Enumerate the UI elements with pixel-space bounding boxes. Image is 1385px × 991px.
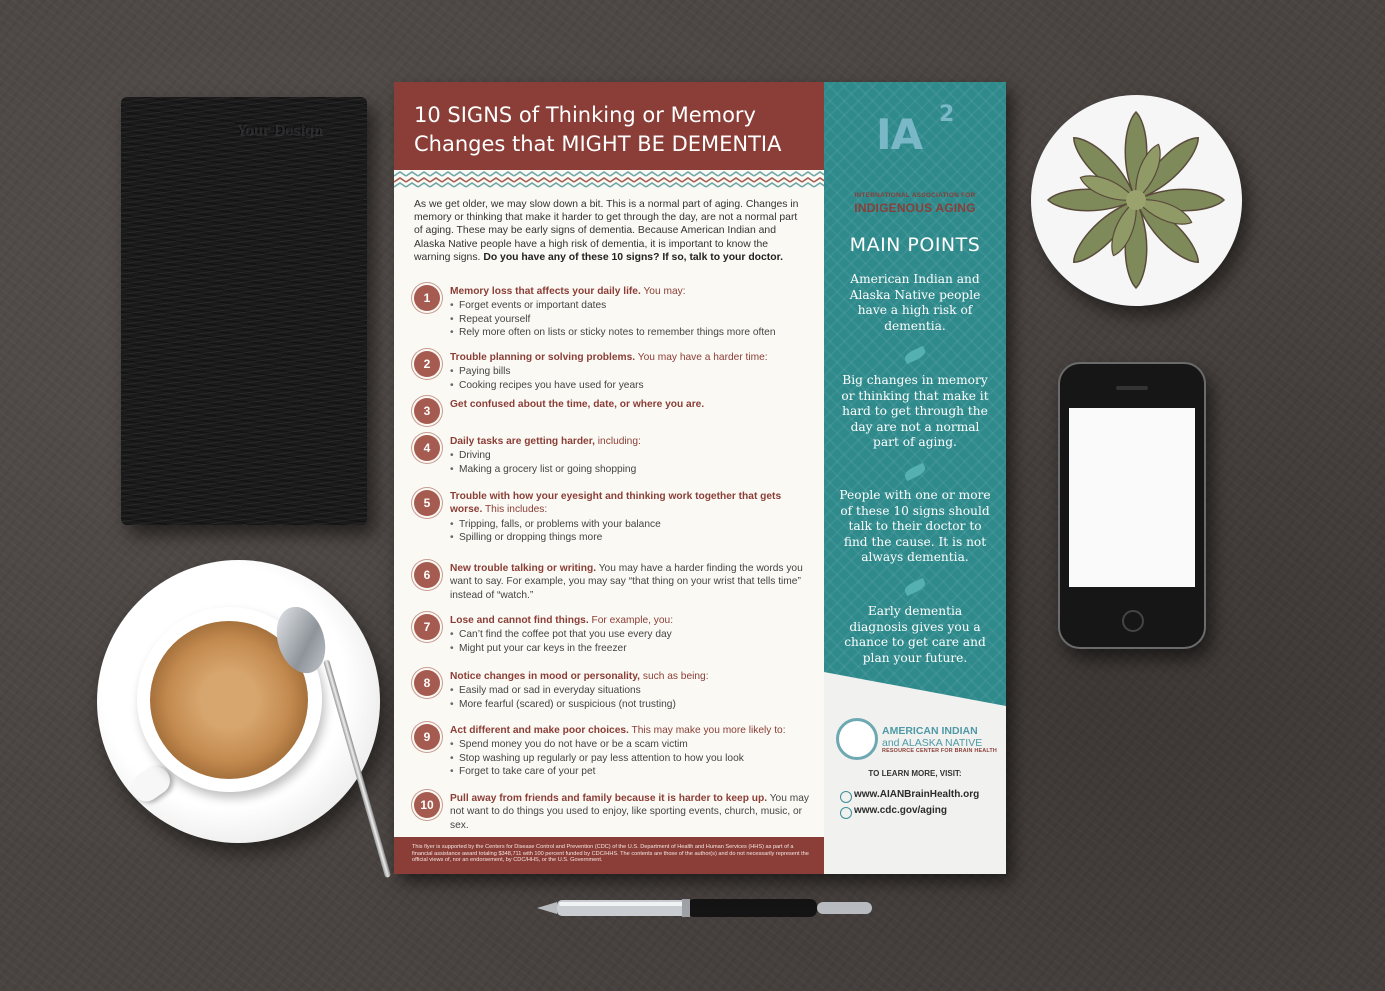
sign-text [450,285,810,340]
main-point-4: Early dementia diagnosis gives you a chance to get care and plan your future. [844,604,986,665]
main-points-heading: MAIN POINTS [849,234,981,256]
flyer-title [414,101,814,159]
sign-number-badge: 5 [414,490,440,516]
learn-more-label: TO LEARN MORE, VISIT: [868,769,962,778]
sign-text [450,792,810,832]
sign-bullet-list [450,299,810,339]
sign-heading: Get confused about the time, date, or where you are. [450,399,705,410]
ia2-logo-superscript: 2 [939,102,955,127]
sign-text [450,398,810,411]
sign-bullet-list [450,684,810,711]
sign-bullet-list [450,365,810,392]
sign-text [450,490,810,545]
title-banner [394,82,824,170]
sign-bullet: • Making a grocery list or going shopping [450,463,810,476]
brain-health-logo-icon [836,718,878,760]
feather-icon [903,346,927,364]
sign-text [450,614,810,655]
sign-bullet: • Paying bills [450,365,810,378]
sign-bullet: • Driving [450,449,810,462]
main-point-3: People with one or more of these 10 signs should talk to their doctor to find the cause. It is not always dementia. [839,488,991,565]
sign-bullet: • Repeat yourself [450,313,810,326]
sign-bullet: • Spend money you do not have or be a scam victim [450,738,810,751]
dementia-flyer [394,82,1006,874]
sign-description: You may not want to do things you used to enjoy, like sporting events, church, music, or sex. [450,793,809,831]
sign-bullet-list [450,738,810,778]
sign-number-badge: 3 [414,398,440,424]
sign-bullet: • Cooking recipes you have used for years [450,379,810,392]
black-notebook [121,97,367,525]
sign-lead-in: You may have a harder time: [637,352,768,363]
sign-number-badge: 4 [414,435,440,461]
globe-icon [840,791,852,803]
intro-call-to-action: Do you have any of these 10 signs? If so, talk to your doctor. [483,251,783,263]
resource-center-name-3: RESOURCE CENTER FOR BRAIN HEALTH [882,748,998,754]
sign-lead-in: This includes: [484,504,548,516]
sign-heading: Lose and cannot find things. [450,615,589,626]
sign-number-badge: 9 [414,724,440,750]
feather-icon [903,578,927,596]
sign-bullet: • Tripping, falls, or problems with your balance [450,518,810,531]
sign-heading: Act different and make poor choices. [450,725,629,736]
intro-paragraph [414,198,804,264]
notebook-emboss-text: Your Design [237,123,323,139]
main-points-sidebar [824,82,1006,874]
main-point-2: Big changes in memory or thinking that make it hard to get through the day are not a normal part of aging. [841,373,989,450]
phone-home-button [1122,610,1144,632]
title-line-1: 10 SIGNS of Thinking or Memory [414,103,756,127]
sign-heading: Trouble with how your eyesight and thinking work together that gets worse. [450,491,782,516]
sign-bullet: • Spilling or dropping things more [450,531,810,544]
sign-bullet: • Stop washing up regularly or pay less attention to how you look [450,752,810,765]
sign-lead-in: including: [597,436,641,447]
org-name-line-2: INDIGENOUS AGING [854,201,976,215]
sign-number-badge: 8 [414,670,440,696]
sign-lead-in: such as being: [642,671,709,682]
sign-bullet-list [450,449,810,476]
succulent-plant [1031,95,1242,306]
sign-number-badge: 7 [414,614,440,640]
funding-disclaimer: This flyer is supported by the Centers for Disease Control and Prevention (CDC) of the U.S. Department of Health and Human Services (HHS) as part of a financial assistance award totaling $348,711 with 100 percent funded by CDC/HHS. The contents are those of the author(s) and do not necessarily represent the official views of, nor an endorsement, by CDC/HHS, or the U.S. Government. [412,844,809,864]
sign-heading: Notice changes in mood or personality, [450,671,641,682]
decorative-zigzag-border [394,170,824,188]
sign-bullet: • Easily mad or sad in everyday situations [450,684,810,697]
sign-bullet: • Might put your car keys in the freezer [450,642,810,655]
sign-lead-in: For example, you: [591,615,674,626]
sign-number-badge: 6 [414,562,440,588]
sign-bullet: • Rely more often on lists or sticky notes to remember things more often [450,326,810,339]
sign-number-badge: 1 [414,285,440,311]
sign-number-badge: 2 [414,351,440,377]
sign-text [450,670,810,711]
sign-heading: Trouble planning or solving problems. [450,352,636,363]
link-aian-brain-health[interactable]: www.AIANBrainHealth.org [854,789,980,800]
phone-speaker [1116,386,1148,390]
org-name-line-1: INTERNATIONAL ASSOCIATION FOR [854,192,976,199]
sign-bullet: • Forget events or important dates [450,299,810,312]
resource-center-name-1: AMERICAN INDIAN [882,725,978,737]
sign-text [450,351,810,392]
sign-lead-in: This may make you more likely to: [631,725,786,736]
sign-bullet: • More fearful (scared) or suspicious (not trusting) [450,698,810,711]
ballpoint-pen [537,893,872,923]
link-cdc-aging[interactable]: www.cdc.gov/aging [854,805,947,816]
sign-text [450,562,810,602]
sign-heading: New trouble talking or writing. [450,563,597,574]
title-line-2: Changes that MIGHT BE DEMENTIA [414,132,782,156]
sign-lead-in: You may: [643,286,686,297]
sign-text [450,435,810,476]
sign-heading: Pull away from friends and family because it is harder to keep up. [450,793,768,804]
sign-bullet-list [450,518,810,545]
sign-text [450,724,810,779]
sign-number-badge: 10 [414,792,440,818]
resource-center-name-2: and ALASKA NATIVE [882,737,983,749]
sign-description: You may have a harder finding the words you want to say. For example, you may say “that thing on your wrist that tells time” instead of “watch.” [450,563,803,601]
main-point-1: American Indian and Alaska Native people have a high risk of dementia. [849,272,981,333]
footer-band [394,837,824,874]
sign-heading: Daily tasks are getting harder, [450,436,595,447]
phone-screen [1069,408,1195,587]
ia2-logo: IA [876,110,923,159]
sign-bullet-list [450,628,810,655]
sign-heading: Memory loss that affects your daily life. [450,286,641,297]
sign-bullet: • Can’t find the coffee pot that you use every day [450,628,810,641]
feather-icon [903,463,927,481]
globe-icon [840,807,852,819]
smartphone [1058,362,1206,649]
intro-text: As we get older, we may slow down a bit. This is a normal part of aging. Changes in memory or thinking that make it harder to get through the day, are not a normal part of aging. These may be early signs of dementia. Because American Indian and Alaska Native people have a high risk of dementia, it is important to know the warning signs. [414,199,799,263]
sign-bullet: • Forget to take care of your pet [450,765,810,778]
flyer-main-column [394,82,824,874]
